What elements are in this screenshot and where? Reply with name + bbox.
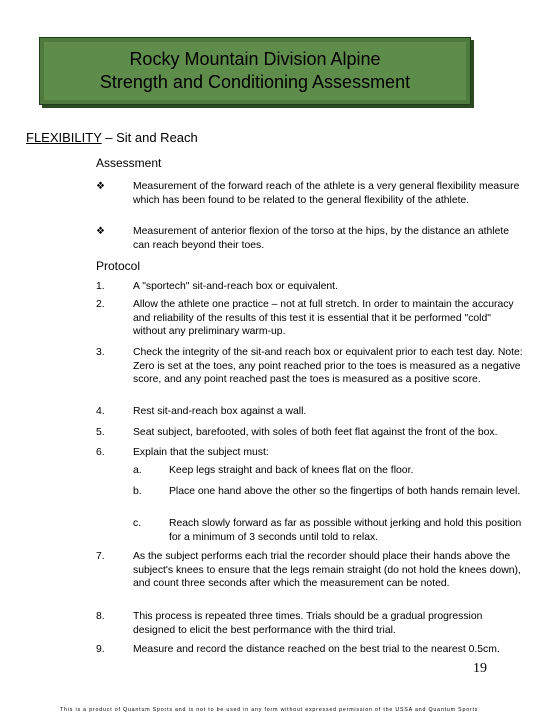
substep-letter: a. [133, 465, 142, 476]
step-text: Explain that the subject must: [133, 447, 269, 458]
diamond-bullet-icon: ❖ [96, 226, 105, 237]
section-title [26, 130, 198, 145]
substep-text: Place one hand above the other so the fingertips of both hands remain level. [169, 486, 521, 497]
step-text: As the subject performs each trial the recorder should place their hands above the subject's knees to ensure that the legs remain straight (do not hold the knees down), and count three seconds after which the measurement can be noted. [133, 551, 521, 589]
step-number: 3. [96, 347, 105, 358]
step-number: 8. [96, 611, 105, 622]
assessment-item-text: Measurement of anterior flexion of the torso at the hips, by the distance an athlete can reach beyond their toes. [133, 226, 510, 251]
step-number: 6. [96, 447, 105, 458]
banner-title-line-1: Rocky Mountain Division Alpine [129, 49, 381, 69]
step-number: 1. [96, 281, 105, 292]
step-text: Rest sit-and-reach box against a wall. [133, 406, 307, 417]
page-number: 19 [473, 661, 487, 676]
assessment-heading: Assessment [96, 156, 162, 170]
assessment-item-text: Measurement of the forward reach of the athlete is a very general flexibility measure which has been found to be related to the general flexibility of the athlete. [133, 181, 520, 206]
title-banner [39, 37, 471, 105]
substep-letter: c. [133, 518, 142, 529]
substep-text: Reach slowly forward as far as possible without jerking and hold this position for a minimum of 3 seconds until told to relax. [169, 518, 522, 543]
step-number: 9. [96, 644, 105, 655]
step-text: This process is repeated three times. Trials should be a gradual progression designed to elicit the best performance with the third trial. [133, 611, 483, 636]
section-title-keyword: FLEXIBILITY [26, 130, 102, 145]
step-text: Measure and record the distance reached on the best trial to the nearest 0.5cm. [133, 644, 500, 655]
step-number: 4. [96, 406, 105, 417]
banner-title-line-2: Strength and Conditioning Assessment [99, 72, 411, 92]
step-text: Check the integrity of the sit-and reach box or equivalent prior to each test day. Note: Zero is set at the toes, any point reached prior to the toes is measured as a negative score, and any point reached past the toes is measured as a positive score. [133, 347, 523, 385]
title-banner-inner [44, 42, 466, 100]
substep-text: Keep legs straight and back of knees flat on the floor. [169, 465, 414, 476]
step-text: A "sportech" sit-and-reach box or equivalent. [133, 281, 338, 292]
step-text: Seat subject, barefooted, with soles of both feet flat against the front of the box. [133, 427, 498, 438]
step-number: 5. [96, 427, 105, 438]
step-text: Allow the athlete one practice – not at full stretch. In order to maintain the accuracy and reliability of the results of this test it is essential that it be performed "cold" without any preliminary warm-up. [133, 299, 514, 337]
assessment-item [96, 180, 526, 220]
section-title-rest: – Sit and Reach [101, 130, 198, 145]
assessment-item [96, 225, 526, 253]
footer-disclaimer: This is a product of Quantum Sports and is not to be used in any form without expressed permission of the USSA and Quantum Sports [60, 707, 479, 713]
protocol-heading: Protocol [96, 259, 141, 273]
diamond-bullet-icon: ❖ [96, 181, 105, 192]
step-number: 2. [96, 299, 105, 310]
substep-letter: b. [133, 486, 142, 497]
step-number: 7. [96, 551, 105, 562]
